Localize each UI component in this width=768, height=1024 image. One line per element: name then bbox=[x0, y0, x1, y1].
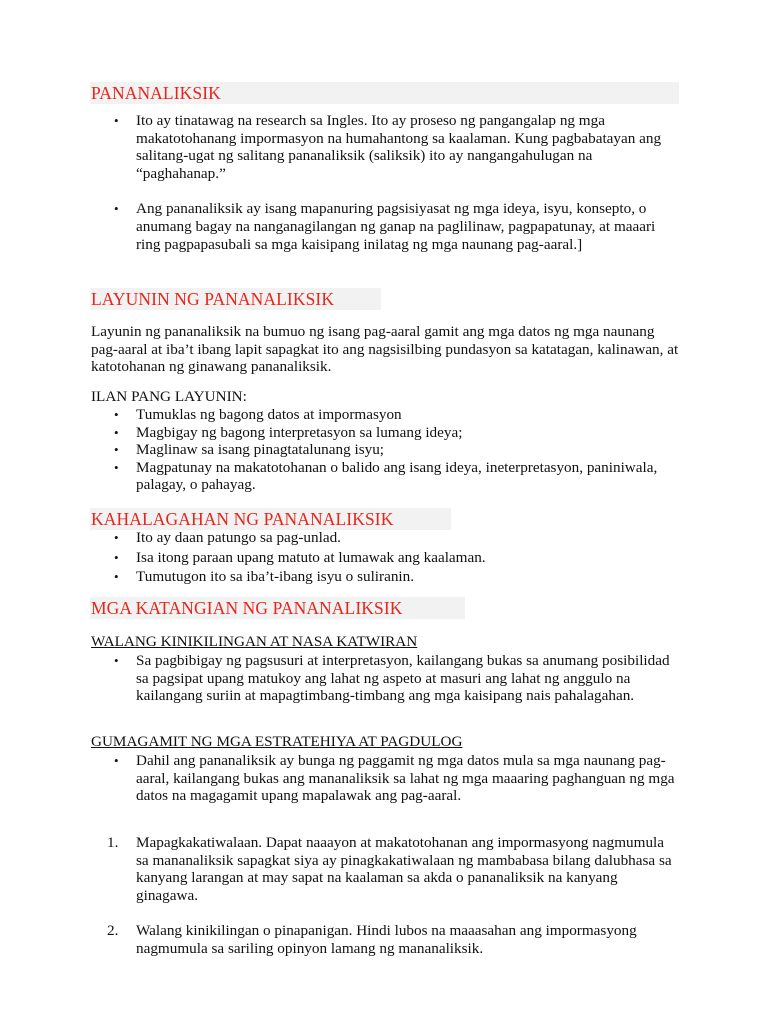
bullet-icon: • bbox=[114, 407, 119, 422]
subheading-gumagamit: GUMAGAMIT NG MGA ESTRATEHIYA AT PAGDULOG bbox=[91, 733, 463, 750]
bullet-icon: • bbox=[114, 653, 119, 668]
bullet-icon: • bbox=[114, 459, 119, 475]
bullet-icon: • bbox=[114, 424, 119, 440]
walang-kinikilingan-list bbox=[114, 652, 676, 705]
list-item: • Dahil ang pananaliksik ay bunga ng paggamit ng mga datos mula sa mga naunang pag-aaral, kailangang bukas ang mananaliksik sa lahat ng mga maaaring paghanguan ng mga datos na magagamit upang mapalawak ang pag-aaral. bbox=[114, 752, 675, 805]
heading-layunin: LAYUNIN NG PANANALIKSIK bbox=[90, 288, 381, 310]
list-item: • Ito ay tinatawag na research sa Ingles. Ito ay proseso ng pangangalap ng mga makatotohanang impormasyon na humahantong sa kaalaman. Kung pagbabatayan ang salitang-ugat ng salitang pananaliksik (saliksik) ito ay nangangahulugan na “paghahanap.” bbox=[114, 112, 662, 182]
list-item: • Tumuklas ng bagong datos at impormasyon bbox=[114, 406, 402, 423]
subheading-ilan-pang-layunin: ILAN PANG LAYUNIN: bbox=[91, 388, 247, 405]
pananaliksik-list bbox=[114, 112, 676, 253]
item-number: 2. bbox=[107, 922, 119, 940]
heading-pananaliksik: PANANALIKSIK bbox=[90, 82, 679, 104]
subheading-walang-kinikilingan: WALANG KINIKILINGAN AT NASA KATWIRAN bbox=[91, 633, 418, 650]
bullet-icon: • bbox=[114, 201, 119, 217]
list-item: • Maglinaw sa isang pinagtatalunang isyu; bbox=[114, 441, 385, 459]
bullet-icon: • bbox=[114, 530, 119, 545]
numbered-item: 2. Walang kinikilingan o pinapanigan. Hindi lubos na maaasahan ang impormasyong nagmumula sa sariling opinyon lamang ng mananaliksik. bbox=[107, 922, 637, 957]
numbered-item: 1. Mapagkakatiwalaan. Dapat naaayon at makatotohanan ang impormasyong nagmumula sa mananaliksik sapagkat siya ay pinagkakatiwalaan ng mambabasa bilang dalubhasa sa kanyang larangan at may sapat na kaalaman sa akda o pananaliksik na kanyang ginagawa. bbox=[107, 834, 672, 904]
gumagamit-list bbox=[114, 752, 676, 805]
numbered-list bbox=[107, 834, 676, 958]
bullet-icon: • bbox=[114, 753, 119, 768]
list-item: • Isa itong paraan upang matuto at lumawak ang kaalaman. bbox=[114, 548, 486, 566]
heading-kahalagahan: KAHALAGAHAN NG PANANALIKSIK bbox=[90, 508, 451, 530]
list-item: • Ito ay daan patungo sa pag-unlad. bbox=[114, 529, 341, 546]
item-number: 1. bbox=[107, 834, 119, 851]
list-item: • Magpatunay na makatotohanan o balido ang isang ideya, ineterpretasyon, paniniwala, palagay, o pahayag. bbox=[114, 458, 658, 494]
layunin-list bbox=[114, 406, 676, 494]
bullet-icon: • bbox=[114, 113, 119, 128]
heading-katangian: MGA KATANGIAN NG PANANALIKSIK bbox=[90, 597, 465, 619]
bullet-icon: • bbox=[114, 442, 119, 458]
kahalagahan-list bbox=[114, 529, 676, 586]
bullet-icon: • bbox=[114, 569, 119, 585]
list-item: • Ang pananaliksik ay isang mapanuring pagsisiyasat ng mga ideya, isyu, konsepto, o anumang bagay na nanganagilangan ng ganap na paglilinaw, pagpapatunay, at maaari ring pagpapasubali sa mga kaisipang inilatag ng mga naunang pag-aaral.] bbox=[114, 200, 656, 253]
list-item: • Sa pagbibigay ng pagsusuri at interpretasyon, kailangang bukas sa anumang posibilidad sa pagsipat upang matukoy ang lahat ng aspeto at masuri ang lahat ng anggulo na kailangang suriin at mapagtimbang-timbang ang mga kaisipang nais pahalagahan. bbox=[114, 652, 670, 705]
layunin-paragraph: Layunin ng pananaliksik na bumuo ng isang pag-aaral gamit ang mga datos ng mga naunang pag-aaral at iba’t ibang lapit sapagkat ito ang nagsisilbing pundasyon sa katatagan, kalinawan, at katotohanan ng ginawang pananaliksik. bbox=[91, 323, 679, 376]
list-item: • Tumutugon ito sa iba’t-ibang isyu o suliranin. bbox=[114, 568, 415, 586]
bullet-icon: • bbox=[114, 549, 119, 565]
list-item: • Magbigay ng bagong interpretasyon sa lumang ideya; bbox=[114, 423, 463, 441]
